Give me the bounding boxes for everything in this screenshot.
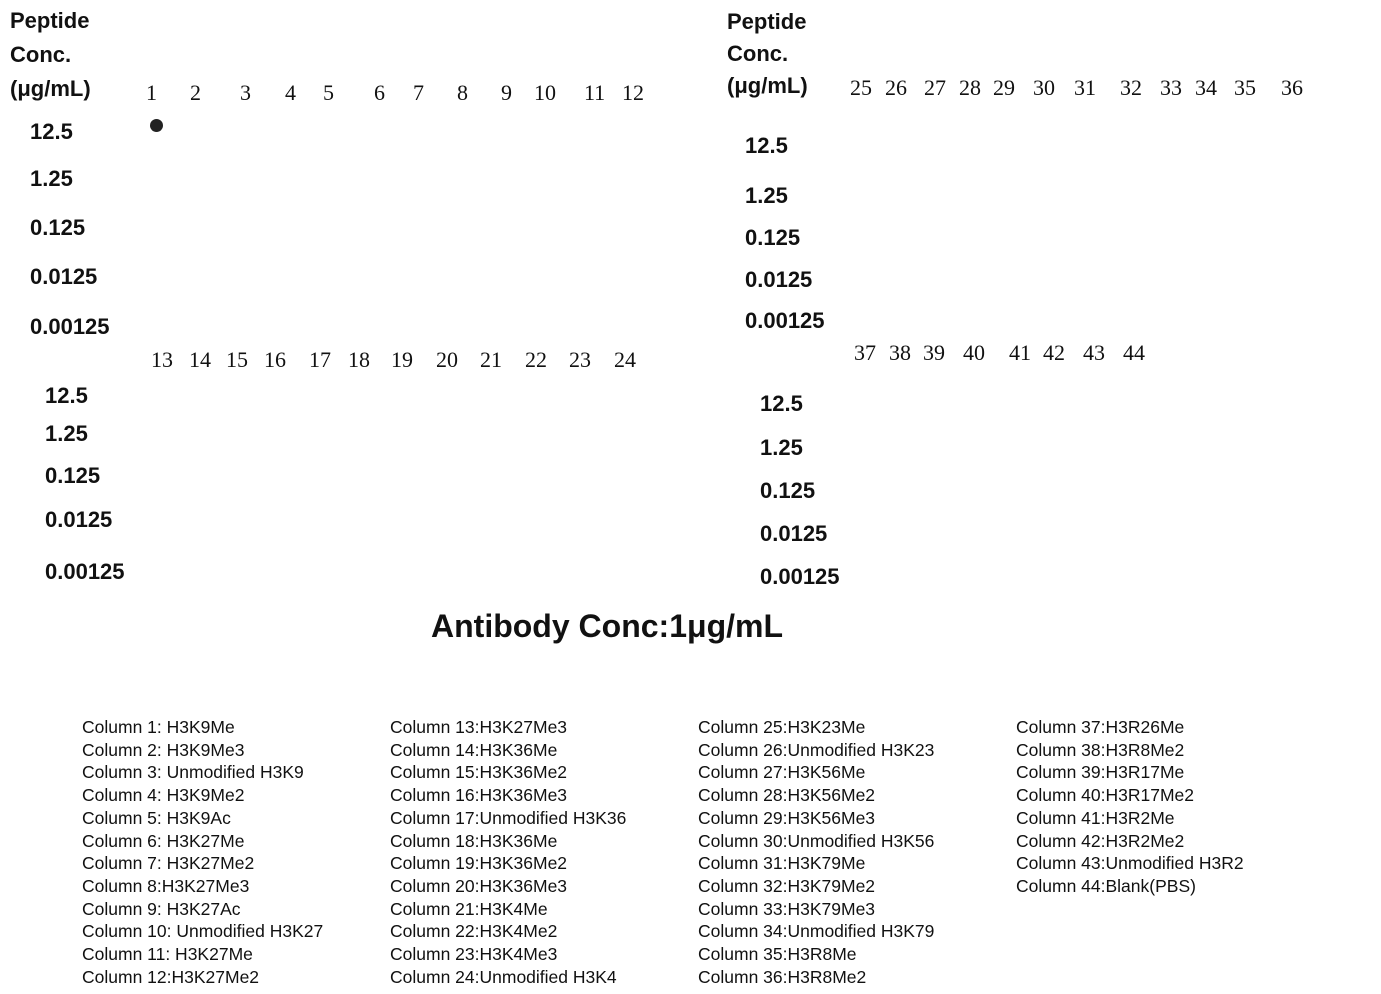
legend-item: Column 13:H3K27Me3 [390,717,568,737]
column-number: 36 [1281,75,1303,100]
legend-item: Column 29:H3K56Me3 [698,807,876,828]
column-number: 26 [885,75,907,100]
column-number: 7 [413,80,424,105]
row-label: 0.00125 [760,564,840,589]
column-number: 18 [348,347,370,372]
legend-item: Column 30:Unmodified H3K56 [698,830,935,851]
column-number: 20 [436,347,458,372]
row-label: 0.125 [760,478,816,503]
legend-item: Column 10: Unmodified H3K27 [82,921,324,942]
legend-item: Column 25:H3K23Me [698,717,866,737]
column-number: 8 [457,80,468,105]
row-label: 0.0125 [745,267,813,292]
column-number: 11 [584,80,606,105]
legend-item: Column 24:Unmodified H3K4 [390,966,617,987]
header-line: Peptide [10,8,90,33]
column-number: 37 [854,340,876,365]
row-label: 1.25 [760,435,803,460]
column-number: 9 [501,80,512,105]
legend-item: Column 33:H3K79Me3 [698,898,876,919]
column-number: 10 [534,80,556,105]
header-line: (μg/mL) [10,76,91,101]
legend-item: Column 12:H3K27Me2 [82,966,260,987]
column-number: 27 [924,75,946,100]
peptide-conc-header-right [727,6,808,102]
legend-item: Column 7: H3K27Me2 [82,853,255,874]
legend-item: Column 22:H3K4Me2 [390,921,558,942]
legend-item: Column 40:H3R17Me2 [1016,785,1195,806]
legend-item: Column 11: H3K27Me [82,944,253,965]
legend-item: Column 38:H3R8Me2 [1016,739,1185,760]
legend-item: Column 39:H3R17Me [1016,762,1185,783]
row-label: 0.125 [30,215,86,240]
column-number: 12 [622,80,644,105]
signal-dot [150,119,163,132]
legend-column-4 [1016,716,1244,898]
row-label: 12.5 [745,133,788,158]
column-number: 33 [1160,75,1182,100]
legend-item: Column 18:H3K36Me [390,830,558,851]
legend-item: Column 16:H3K36Me3 [390,785,568,806]
column-number: 5 [323,80,334,105]
column-number: 2 [190,80,201,105]
legend-item: Column 2: H3K9Me3 [82,739,245,760]
row-label: 1.25 [745,183,788,208]
legend-column-3 [698,716,934,988]
column-number: 14 [189,347,211,372]
column-number: 23 [569,347,591,372]
legend-item: Column 26:Unmodified H3K23 [698,739,935,760]
column-number: 40 [963,340,985,365]
legend-item: Column 8:H3K27Me3 [82,875,250,896]
column-number: 24 [614,347,636,372]
legend-item: Column 6: H3K27Me [82,830,245,851]
header-line: Conc. [10,42,72,67]
legend-column-1 [82,716,323,988]
legend-item: Column 35:H3R8Me [698,944,857,965]
row-label: 12.5 [45,383,88,408]
column-number: 38 [889,340,911,365]
legend-item: Column 41:H3R2Me [1016,807,1175,828]
row-label: 1.25 [45,421,88,446]
header-line: (μg/mL) [727,73,808,98]
row-label: 0.00125 [745,308,825,333]
legend-item: Column 21:H3K4Me [390,898,548,919]
legend-item: Column 37:H3R26Me [1016,717,1185,737]
row-label: 12.5 [30,119,73,144]
legend-item: Column 1: H3K9Me [82,717,235,737]
column-number: 29 [993,75,1015,100]
peptide-conc-header-left [10,4,91,106]
column-number: 15 [226,347,248,372]
row-label: 0.0125 [760,521,828,546]
header-line: Peptide [727,9,807,34]
row-label: 0.0125 [45,507,113,532]
legend-item: Column 36:H3R8Me2 [698,966,867,987]
legend-item: Column 9: H3K27Ac [82,898,241,919]
legend-item: Column 34:Unmodified H3K79 [698,921,935,942]
legend-item: Column 4: H3K9Me2 [82,785,245,806]
legend-item: Column 31:H3K79Me [698,853,866,874]
row-label: 0.125 [45,463,101,488]
column-number: 42 [1043,340,1065,365]
legend-item: Column 19:H3K36Me2 [390,853,568,874]
column-number: 39 [923,340,945,365]
legend-item: Column 32:H3K79Me2 [698,875,876,896]
legend-item: Column 42:H3R2Me2 [1016,830,1185,851]
column-number: 25 [850,75,872,100]
column-number: 4 [285,80,296,105]
column-number: 19 [391,347,413,372]
column-number: 44 [1123,340,1145,365]
row-label: 0.00125 [45,559,125,584]
legend-item: Column 28:H3K56Me2 [698,785,876,806]
column-number: 6 [374,80,385,105]
legend-item: Column 23:H3K4Me3 [390,944,558,965]
column-number: 1 [146,80,157,105]
legend-item: Column 20:H3K36Me3 [390,875,568,896]
column-number: 16 [264,347,286,372]
column-number: 30 [1033,75,1055,100]
column-number: 35 [1234,75,1256,100]
column-number: 17 [309,347,331,372]
column-number: 28 [959,75,981,100]
column-number: 22 [525,347,547,372]
legend-item: Column 27:H3K56Me [698,762,866,783]
antibody-conc-title: Antibody Conc:1μg/mL [431,608,783,644]
row-label: 1.25 [30,166,73,191]
legend-item: Column 14:H3K36Me [390,739,558,760]
column-number: 13 [151,347,173,372]
row-label: 0.0125 [30,264,98,289]
row-label: 12.5 [760,391,803,416]
legend-item: Column 17:Unmodified H3K36 [390,807,627,828]
row-label: 0.00125 [30,314,110,339]
legend-item: Column 15:H3K36Me2 [390,762,568,783]
column-number: 34 [1195,75,1217,100]
legend-item: Column 44:Blank(PBS) [1016,875,1196,896]
column-number: 21 [480,347,502,372]
row-label: 0.125 [745,225,801,250]
legend-item: Column 43:Unmodified H3R2 [1016,853,1244,874]
legend-item: Column 5: H3K9Ac [82,807,231,828]
column-number: 32 [1120,75,1142,100]
column-number: 3 [240,80,251,105]
column-number: 31 [1074,75,1096,100]
header-line: Conc. [727,41,789,66]
legend-column-2 [390,716,626,988]
legend-item: Column 3: Unmodified H3K9 [82,762,304,783]
column-number: 43 [1083,340,1105,365]
column-number: 41 [1009,340,1031,365]
